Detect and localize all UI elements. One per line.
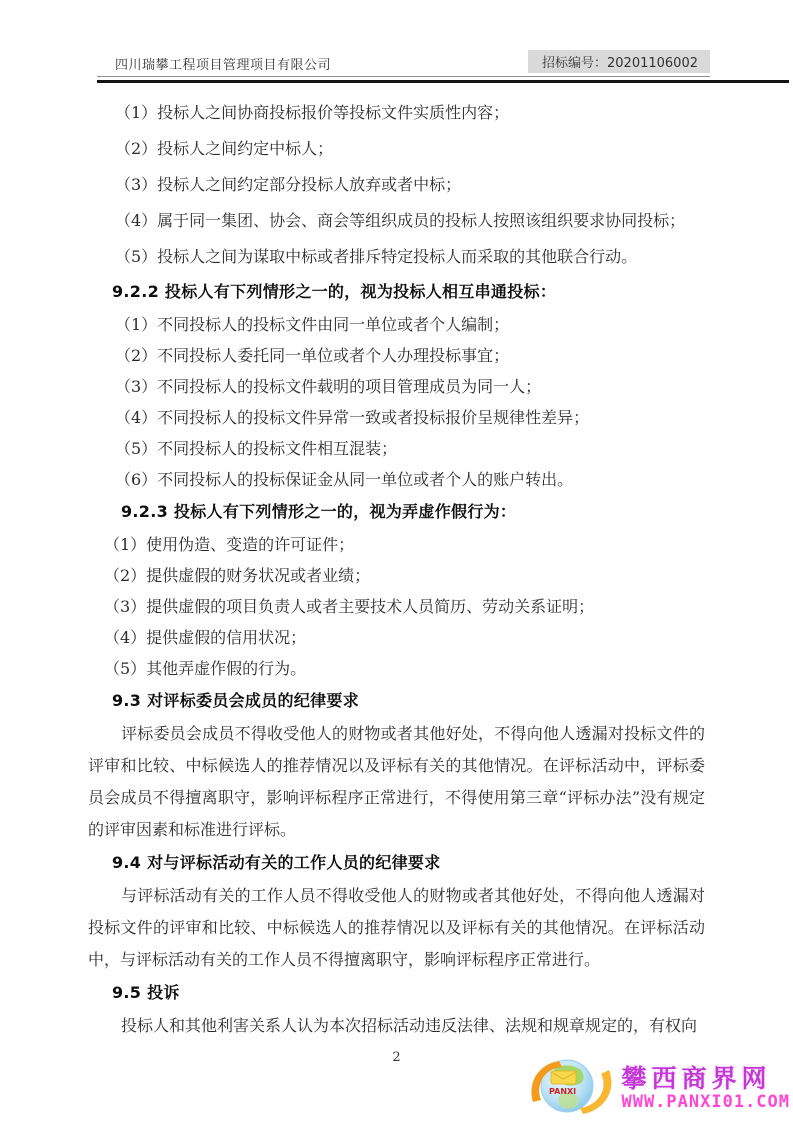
clause-9-2-2-item-3: （3）不同投标人的投标文件载明的项目管理成员为同一人； (115, 377, 542, 396)
clause-9-2-1-item-3: （3）投标人之间约定部分投标人放弃或者中标； (115, 175, 462, 194)
panxi-globe-logo-icon (525, 1056, 617, 1120)
watermark-text-block (621, 1063, 790, 1112)
header-company-name: 四川瑞攀工程项目管理项目有限公司 (115, 58, 332, 73)
section-heading-9-2-3: 9.2.3 投标人有下列情形之一的，视为弄虚作假行为： (121, 502, 517, 521)
clause-9-2-1-item-5: （5）投标人之间为谋取中标或者排斥特定投标人而采取的其他联合行动。 (115, 247, 638, 266)
section-heading-9-4: 9.4 对与评标活动有关的工作人员的纪律要求 (112, 853, 441, 872)
clause-9-2-2-item-1: （1）不同投标人的投标文件由同一单位或者个人编制； (115, 315, 510, 334)
header-bid-number: 招标编号：20201106002 (528, 50, 710, 73)
paragraph-9-3: 评标委员会成员不得收受他人的财物或者其他好处，不得向他人透漏对投标文件的评审和比较、中标候选人的推荐情况以及评标有关的其他情况。在评标活动中，评标委员会成员不得擅离职守，影响评标程序正常进行，不得使用第三章“评标办法”没有规定的评审因素和标准进行评标。 (88, 724, 705, 839)
clause-9-2-3-item-5: （5）其他弄虚作假的行为。 (104, 659, 307, 678)
clause-9-2-3-item-4: （4）提供虚假的信用状况； (104, 628, 307, 647)
section-heading-9-3: 9.3 对评标委员会成员的纪律要求 (112, 691, 360, 710)
clause-9-2-3-item-3: （3）提供虚假的项目负责人或者主要技术人员简历、劳动关系证明； (104, 597, 595, 616)
section-heading-9-5: 9.5 投诉 (112, 983, 180, 1002)
clause-9-2-2-item-4: （4）不同投标人的投标文件异常一致或者投标报价呈规律性差异； (115, 408, 590, 427)
page-header (0, 0, 793, 83)
watermark-url: WWW.PANXI01.COM (621, 1091, 790, 1112)
paragraph-9-5: 投标人和其他利害关系人认为本次招标活动违反法律、法规和规章规定的，有权向 (121, 1016, 698, 1035)
section-heading-9-2-2: 9.2.2 投标人有下列情形之一的，视为投标人相互串通投标： (112, 282, 557, 301)
clause-9-2-1-item-4: （4）属于同一集团、协会、商会等组织成员的投标人按照该组织要求协同投标； (115, 211, 686, 230)
svg-text:PANXI: PANXI (549, 1087, 577, 1096)
header-row (97, 50, 710, 77)
clause-9-2-1-item-2: （2）投标人之间约定中标人； (115, 139, 334, 158)
clause-9-2-2-item-5: （5）不同投标人的投标文件相互混装； (115, 439, 398, 458)
clause-9-2-3-item-2: （2）提供虚假的财务状况或者业绩； (104, 566, 371, 585)
watermark (525, 1056, 790, 1120)
paragraph-9-4: 与评标活动有关的工作人员不得收受他人的财物或者其他好处，不得向他人透漏对投标文件的评审和比较、中标候选人的推荐情况以及评标有关的其他情况。在评标活动中，与评标活动有关的工作人员不得擅离职守，影响评标程序正常进行。 (88, 886, 705, 969)
clause-9-2-2-item-6: （6）不同投标人的投标保证金从同一单位或者个人的账户转出。 (115, 470, 574, 489)
watermark-site-name: 攀西商界网 (621, 1063, 772, 1093)
document-body (0, 83, 793, 1042)
clause-9-2-3-item-1: （1）使用伪造、变造的许可证件； (104, 535, 355, 554)
page-number: 2 (392, 1050, 401, 1065)
clause-9-2-2-item-2: （2）不同投标人委托同一单位或者个人办理投标事宜； (115, 346, 510, 365)
clause-9-2-1-item-1: （1）投标人之间协商投标报价等投标文件实质性内容； (115, 103, 510, 122)
